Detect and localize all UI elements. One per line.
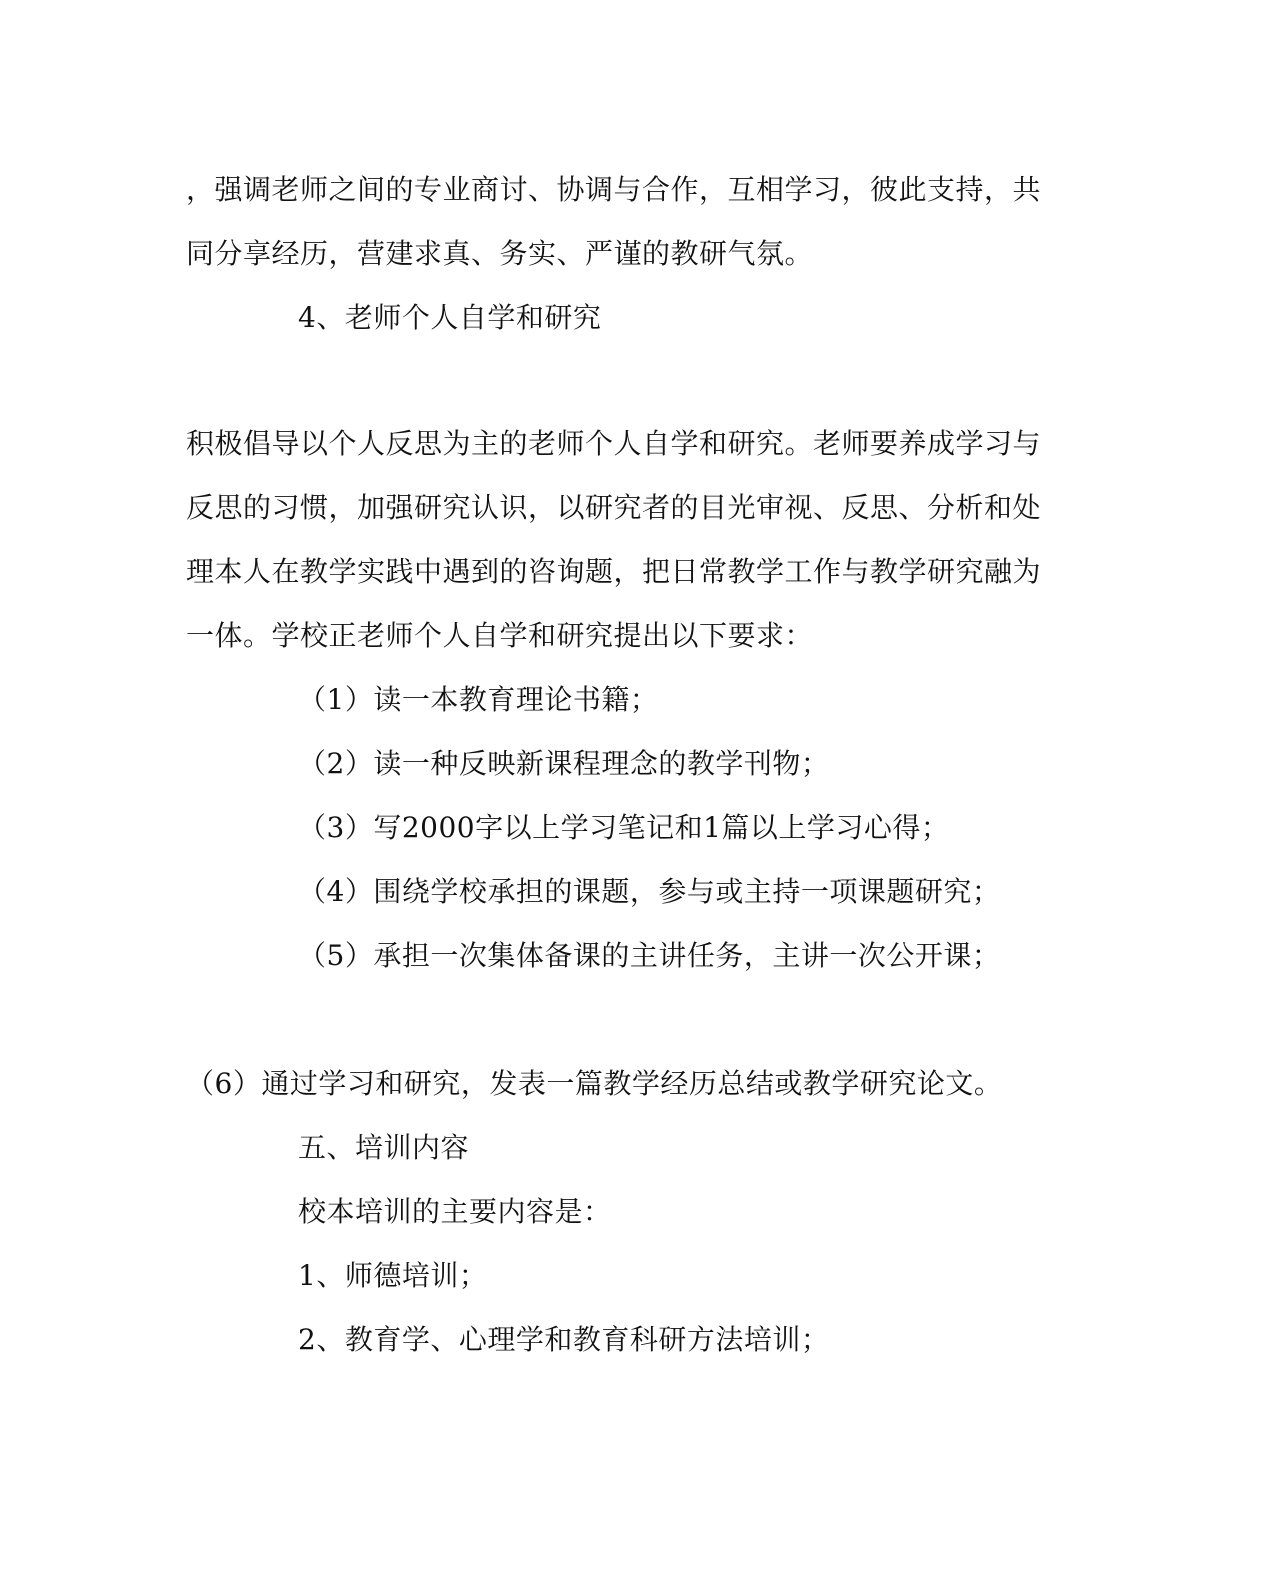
list-item: （2）读一种反映新课程理念的教学刊物； xyxy=(298,747,830,780)
list-item: （1）读一本教育理论书籍； xyxy=(298,683,659,716)
list-item: （3）写2000字以上学习笔记和1篇以上学习心得； xyxy=(298,811,950,844)
list-item: （6）通过学习和研究，发表一篇教学经历总结或教学研究论文。 xyxy=(186,1067,1003,1100)
list-item: 2、教育学、心理学和教育科研方法培训； xyxy=(298,1323,830,1356)
section-heading: 五、培训内容 xyxy=(298,1131,470,1164)
paragraph-line: 同分享经历，营建求真、务实、严谨的教研气氛。 xyxy=(186,237,814,270)
paragraph-line: 反思的习惯，加强研究认识，以研究者的目光审视、反思、分析和处 xyxy=(186,491,1042,524)
paragraph-line: 积极倡导以个人反思为主的老师个人自学和研究。老师要养成学习与 xyxy=(186,427,1042,460)
paragraph-line: 校本培训的主要内容是： xyxy=(298,1195,612,1228)
list-item: （5）承担一次集体备课的主讲任务，主讲一次公开课； xyxy=(298,939,1001,972)
paragraph-line: ，强调老师之间的专业商讨、协调与合作，互相学习，彼此支持，共 xyxy=(186,173,1042,206)
paragraph-line: 理本人在教学实践中遇到的咨询题，把日常教学工作与教学研究融为 xyxy=(186,555,1042,588)
paragraph-line: 一体。学校正老师个人自学和研究提出以下要求： xyxy=(186,619,814,652)
section-heading: 4、老师个人自学和研究 xyxy=(298,301,602,334)
list-item: （4）围绕学校承担的课题，参与或主持一项课题研究； xyxy=(298,875,1001,908)
list-item: 1、师德培训； xyxy=(298,1259,488,1292)
